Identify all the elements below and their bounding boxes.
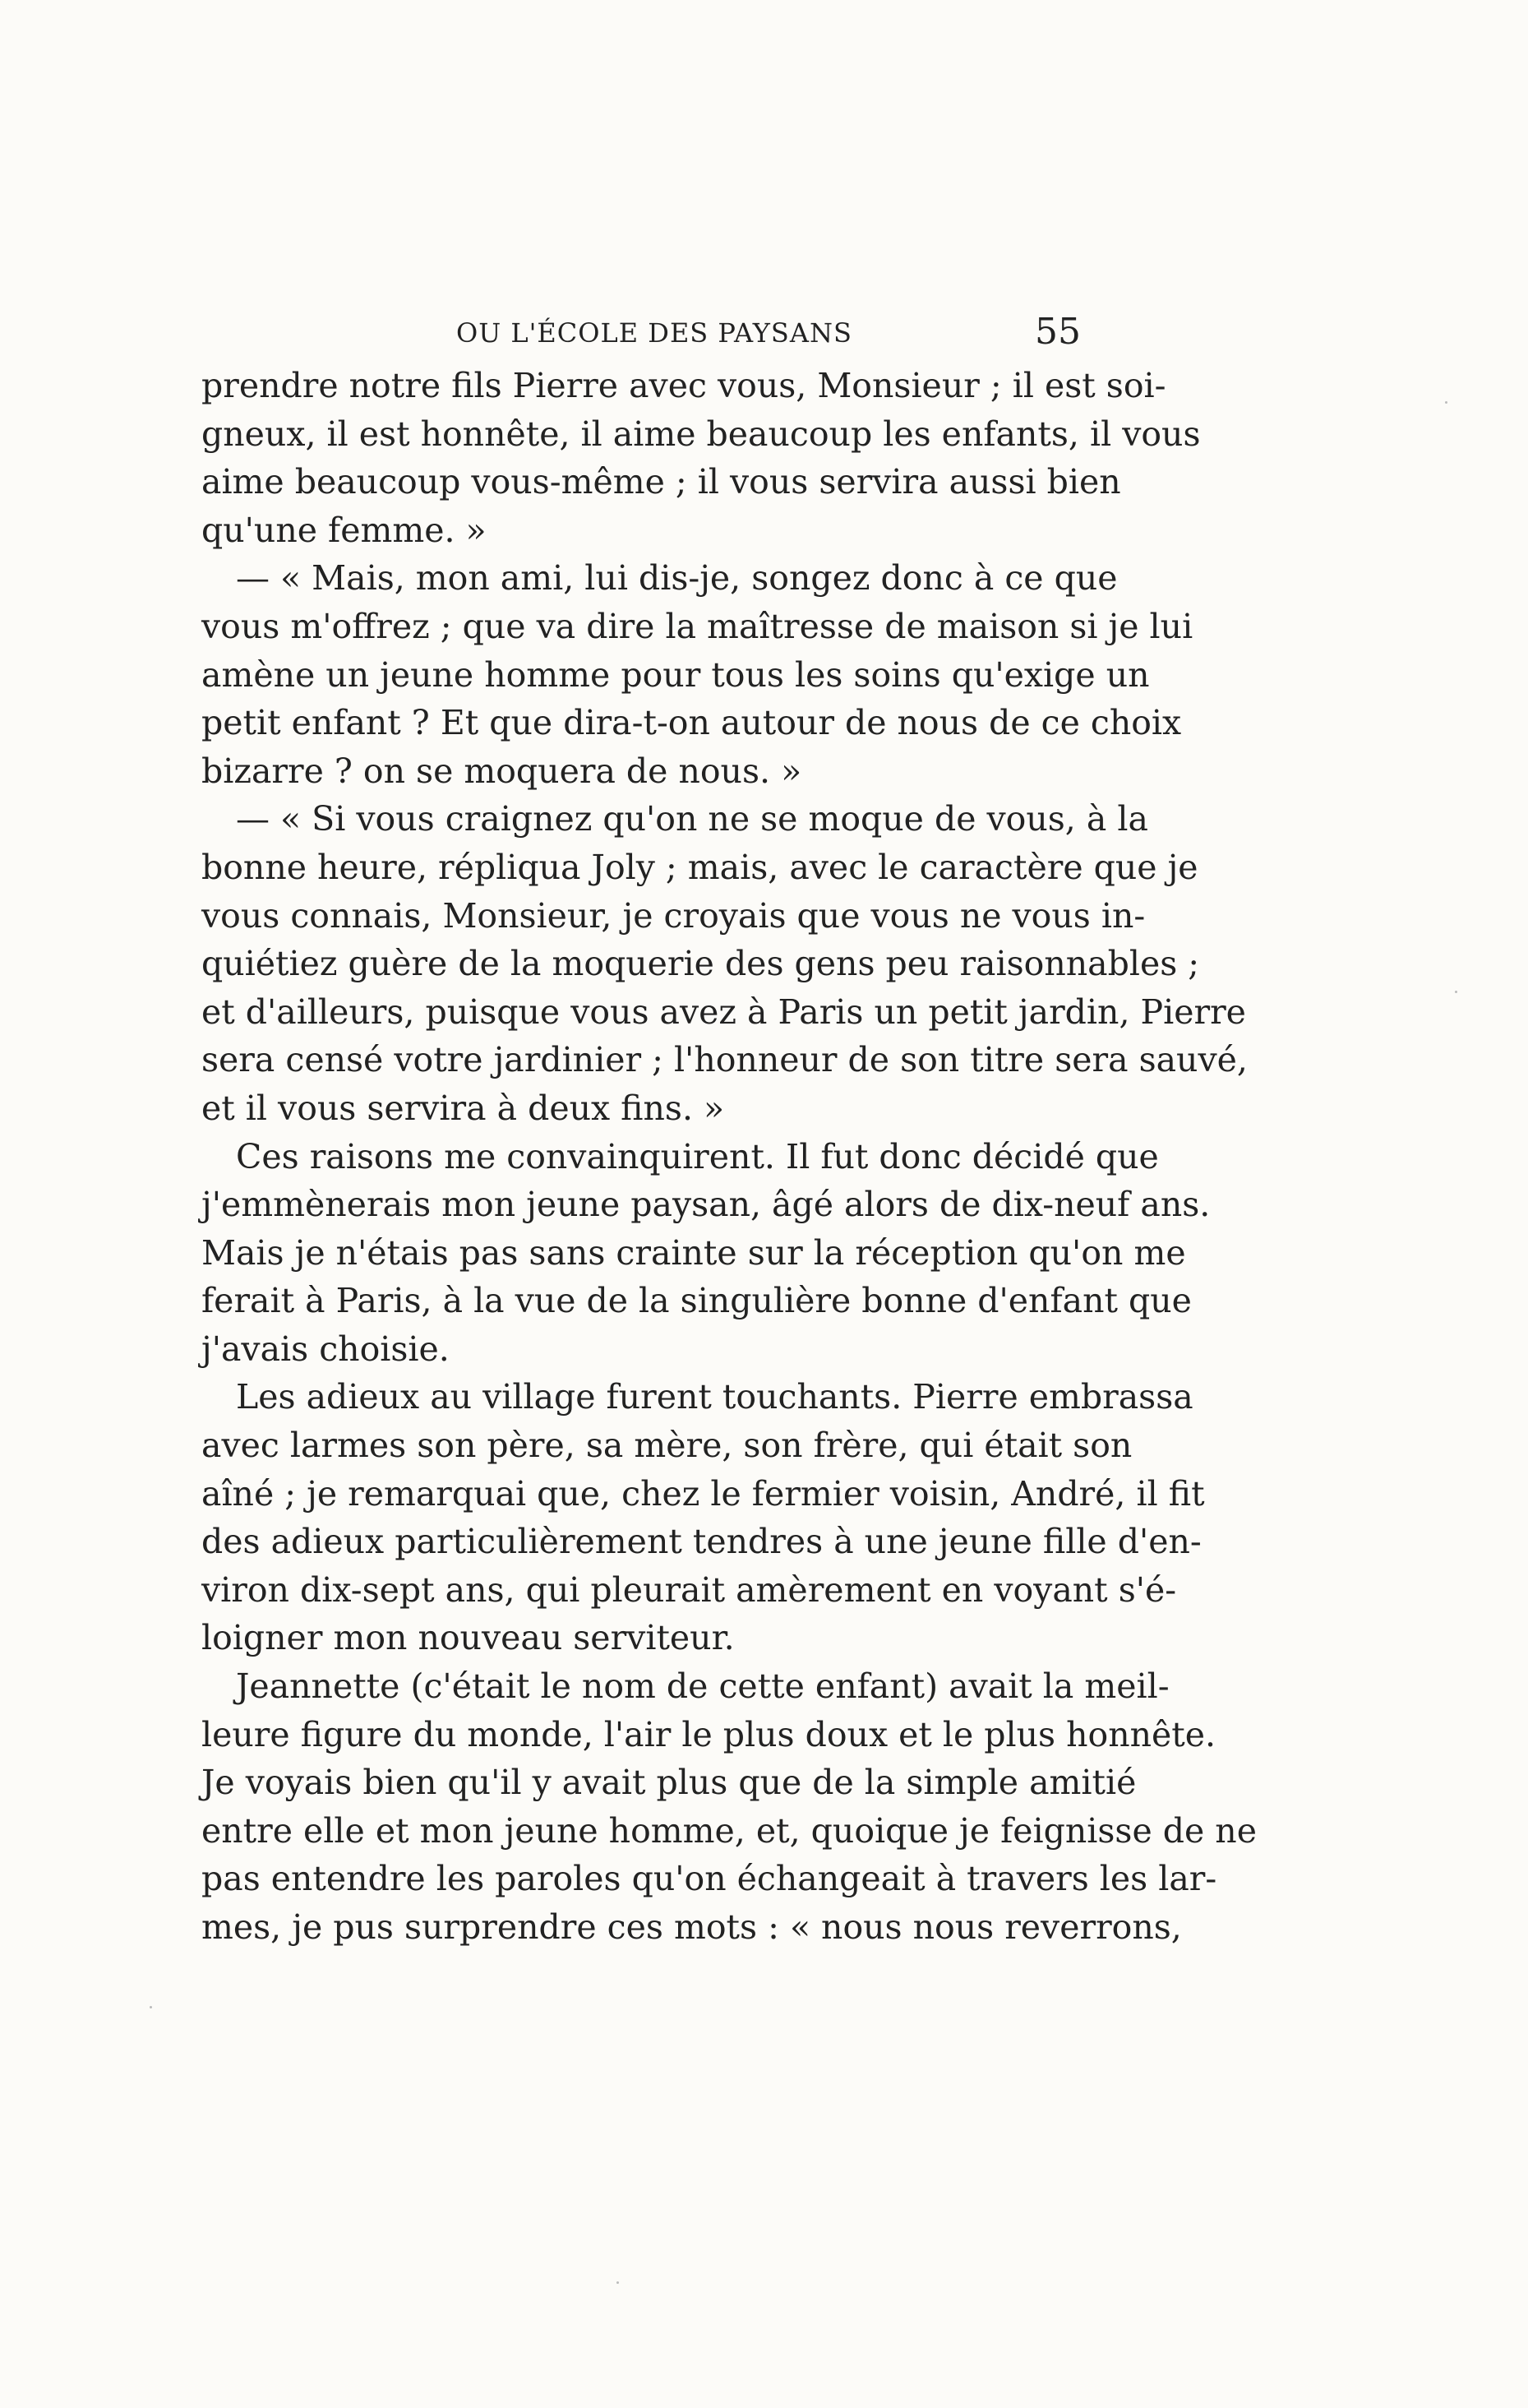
text-line: aime beaucoup vous-même ; il vous servira aussi bien xyxy=(201,462,1121,502)
text-line: Je voyais bien qu'il y avait plus que de la simple amitié xyxy=(201,1763,1137,1803)
text-line: qu'une femme. » xyxy=(201,510,487,550)
paper-speck xyxy=(1445,401,1447,404)
text-line: amène un jeune homme pour tous les soins qu'exige un xyxy=(201,654,1150,695)
text-line: gneux, il est honnête, il aime beaucoup les enfants, il vous xyxy=(201,414,1201,454)
text-line: sera censé votre jardinier ; l'honneur de son titre sera sauvé, xyxy=(201,1040,1248,1080)
text-line: — « Si vous craignez qu'on ne se moque de vous, à la xyxy=(236,799,1148,839)
text-line: quiétiez guère de la moquerie des gens peu raisonnables ; xyxy=(201,944,1200,984)
paper-speck xyxy=(1455,991,1457,993)
text-line: aîné ; je remarquai que, chez le fermier voisin, André, il fit xyxy=(201,1473,1205,1514)
text-line: viron dix-sept ans, qui pleurait amèrement en voyant s'é- xyxy=(201,1569,1177,1610)
text-line: et d'ailleurs, puisque vous avez à Paris un petit jardin, Pierre xyxy=(201,991,1246,1032)
text-line: entre elle et mon jeune homme, et, quoique je feignisse de ne xyxy=(201,1810,1257,1851)
body-text xyxy=(201,362,1257,1952)
text-line: vous connais, Monsieur, je croyais que vous ne vous in- xyxy=(201,895,1146,936)
running-head xyxy=(201,311,1081,360)
text-line: Ces raisons me convainquirent. Il fut donc décidé que xyxy=(236,1136,1159,1176)
text-line: j'avais choisie. xyxy=(201,1329,450,1369)
paper-speck xyxy=(616,2281,619,2284)
text-line: petit enfant ? Et que dira-t-on autour de nous de ce choix xyxy=(201,703,1182,743)
text-line: Les adieux au village furent touchants. Pierre embrassa xyxy=(236,1377,1193,1417)
text-line: et il vous servira à deux fins. » xyxy=(201,1088,725,1128)
text-line: ferait à Paris, à la vue de la singulière bonne d'enfant que xyxy=(201,1281,1192,1321)
text-line: leure figure du monde, l'air le plus doux et le plus honnête. xyxy=(201,1714,1216,1754)
text-line: Jeannette (c'était le nom de cette enfant) avait la meil- xyxy=(236,1666,1170,1707)
text-line: mes, je pus surprendre ces mots : « nous nous reverrons, xyxy=(201,1907,1182,1947)
text-line: prendre notre fils Pierre avec vous, Monsieur ; il est soi- xyxy=(201,366,1166,405)
text-line: loigner mon nouveau serviteur. xyxy=(201,1618,735,1658)
running-title: OU L'ÉCOLE DES PAYSANS xyxy=(456,317,852,349)
text-line: j'emmènerais mon jeune paysan, âgé alors de dix-neuf ans. xyxy=(201,1185,1211,1225)
text-line: des adieux particulièrement tendres à une jeune fille d'en- xyxy=(201,1522,1202,1562)
page-number: 55 xyxy=(1035,311,1081,353)
text-line: avec larmes son père, sa mère, son frère, qui était son xyxy=(201,1426,1133,1466)
text-line: — « Mais, mon ami, lui dis-je, songez donc à ce que xyxy=(236,558,1118,599)
text-line: Mais je n'étais pas sans crainte sur la réception qu'on me xyxy=(201,1232,1186,1273)
paper-speck xyxy=(150,2006,152,2008)
text-line: bizarre ? on se moquera de nous. » xyxy=(201,751,802,791)
text-line: bonne heure, répliqua Joly ; mais, avec le caractère que je xyxy=(201,847,1198,887)
text-line: vous m'offrez ; que va dire la maîtresse de maison si je lui xyxy=(201,606,1193,646)
text-line: pas entendre les paroles qu'on échangeait à travers les lar- xyxy=(201,1859,1217,1899)
